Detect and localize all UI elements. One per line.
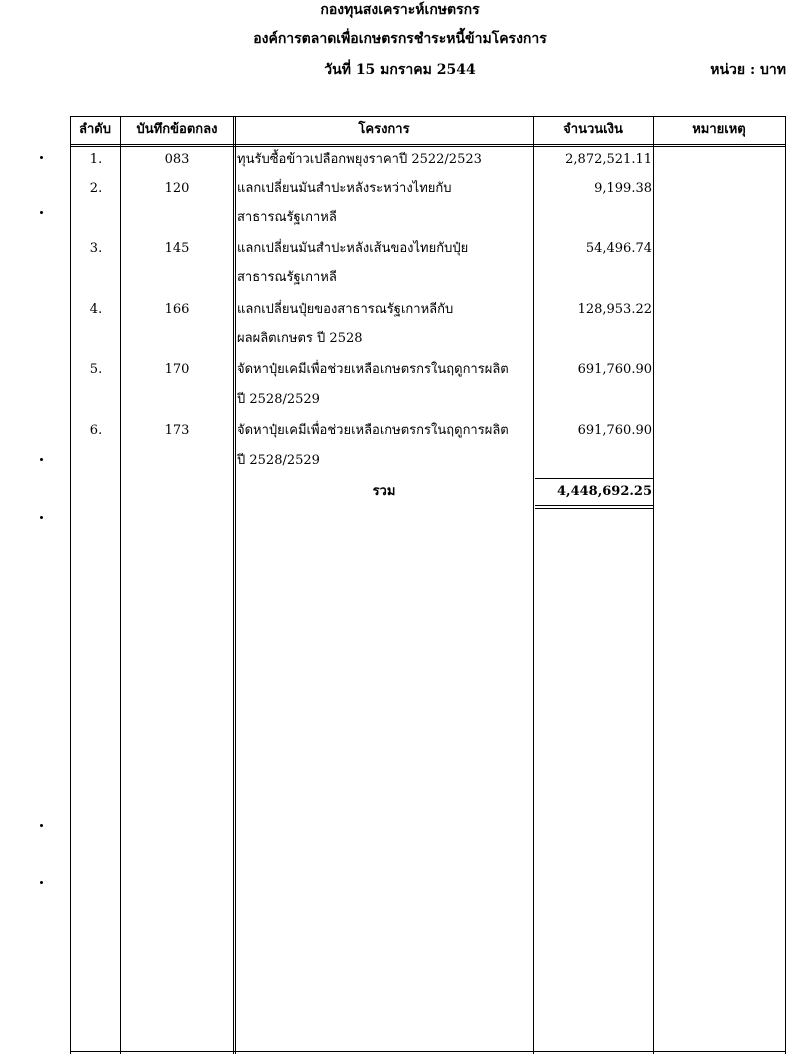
row-amount: 128,953.22 <box>577 302 652 317</box>
row-number: 4. <box>89 302 103 317</box>
unit-value: บาท <box>760 62 786 78</box>
row-project: แลกเปลี่ยนมันสำปะหลังเส้นของไทยกับปุ๋ย <box>237 241 469 256</box>
document-date: วันที่ 15 มกราคม 2544 <box>324 62 476 78</box>
scan-mark <box>40 156 43 159</box>
column-divider <box>653 116 654 1054</box>
row-project-cont: ปี 2528/2529 <box>237 453 320 468</box>
scan-mark <box>40 516 43 519</box>
unit-indicator <box>710 60 786 80</box>
row-amount: 2,872,521.11 <box>565 152 652 167</box>
table-border-left <box>70 116 71 1054</box>
unit-label: หน่วย : <box>710 62 756 78</box>
row-project: จัดหาปุ๋ยเคมีเพื่อช่วยเหลือเกษตรกรในฤดูการผลิต <box>237 362 509 377</box>
row-record: 083 <box>164 152 190 167</box>
row-record: 170 <box>164 362 190 377</box>
column-header-no: ลำดับ <box>79 122 111 137</box>
scan-mark <box>40 881 43 884</box>
table-border-top <box>70 116 786 117</box>
row-amount: 9,199.38 <box>594 181 652 196</box>
column-divider <box>235 116 236 1054</box>
row-project-cont: สาธารณรัฐเกาหลี <box>237 270 337 285</box>
row-amount: 691,760.90 <box>577 362 652 377</box>
scan-mark <box>40 458 43 461</box>
row-record: 173 <box>164 423 190 438</box>
column-header-remarks: หมายเหตุ <box>692 122 746 137</box>
row-project: แลกเปลี่ยนปุ๋ยของสาธารณรัฐเกาหลีกับ <box>237 302 454 317</box>
column-header-record: บันทึกข้อตกลง <box>136 122 218 137</box>
row-record: 166 <box>164 302 190 317</box>
header-divider <box>70 144 786 145</box>
column-header-amount: จำนวนเงิน <box>563 122 623 137</box>
scan-mark <box>40 211 43 214</box>
row-record: 120 <box>164 181 190 196</box>
row-number: 1. <box>89 152 103 167</box>
row-record: 145 <box>164 241 190 256</box>
row-project-cont: ปี 2528/2529 <box>237 392 320 407</box>
org-title: กองทุนสงเคราะห์เกษตรกร <box>320 2 480 18</box>
row-number: 2. <box>89 181 103 196</box>
total-amount: 4,448,692.25 <box>557 484 652 499</box>
row-project-cont: ผลผลิตเกษตร ปี 2528 <box>237 331 363 346</box>
column-header-project: โครงการ <box>358 122 410 137</box>
document-title: องค์การตลาดเพื่อเกษตรกรชำระหนี้ข้ามโครงการ <box>253 31 547 47</box>
row-project: ทุนรับซื้อข้าวเปลือกพยุงราคาปี 2522/2523 <box>237 152 482 167</box>
row-number: 3. <box>89 241 103 256</box>
row-amount: 691,760.90 <box>577 423 652 438</box>
scan-mark <box>40 824 43 827</box>
row-project: จัดหาปุ๋ยเคมีเพื่อช่วยเหลือเกษตรกรในฤดูการผลิต <box>237 423 509 438</box>
total-label: รวม <box>372 484 396 499</box>
row-project: แลกเปลี่ยนมันสำปะหลังระหว่างไทยกับ <box>237 181 452 196</box>
row-project-cont: สาธารณรัฐเกาหลี <box>237 210 337 225</box>
table-border-right <box>785 116 786 1054</box>
row-amount: 54,496.74 <box>585 241 652 256</box>
row-number: 6. <box>89 423 103 438</box>
table-border-bottom <box>70 1051 786 1052</box>
row-number: 5. <box>89 362 103 377</box>
total-bottom-line <box>535 508 653 509</box>
